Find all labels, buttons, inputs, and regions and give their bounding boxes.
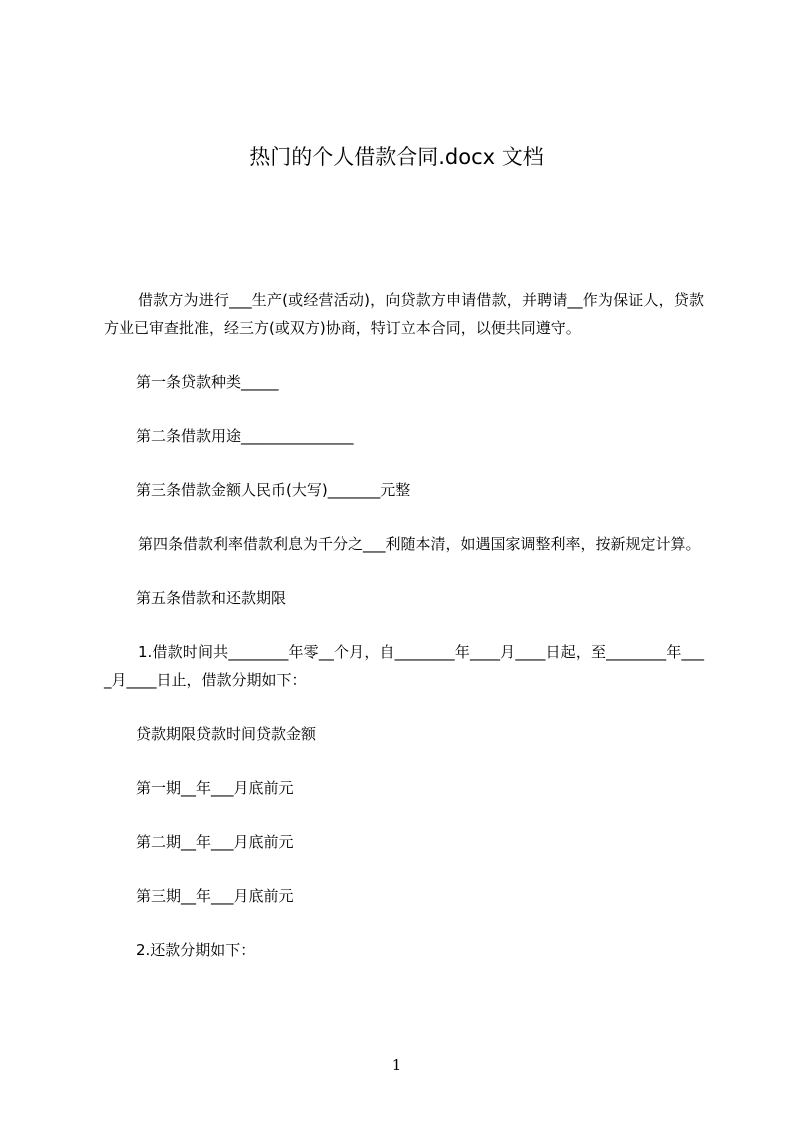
loan-schedule-header: 贷款期限贷款时间贷款金额 xyxy=(136,725,317,743)
document-body xyxy=(104,286,704,990)
loan-schedule-period-1: 第一期__年___月底前元 xyxy=(136,779,294,797)
clause-3-loan-amount: 第三条借款金额人民币(大写)_______元整 xyxy=(136,481,411,499)
clause-2-loan-purpose: 第二条借款用途_______________ xyxy=(136,427,354,445)
document-title: 热门的个人借款合同.docx 文档 xyxy=(249,145,544,169)
preamble-paragraph: 借款方为进行___生产(或经营活动)，向贷款方申请借款，并聘请__作为保证人，贷款方业已审查批准，经三方(或双方)协商，特订立本合同，以便共同遵守。 xyxy=(104,291,704,337)
clause-5-loan-term: 第五条借款和还款期限 xyxy=(136,589,287,607)
loan-schedule-period-3: 第三期__年___月底前元 xyxy=(136,887,294,905)
loan-schedule-period-2: 第二期__年___月底前元 xyxy=(136,833,294,851)
loan-term-item-1: 1.借款时间共________年零__个月，自________年____月____日起，至________年____月____日止，借款分期如下： xyxy=(104,643,704,689)
clause-1-loan-type: 第一条贷款种类_____ xyxy=(136,373,279,391)
repayment-item-2: 2.还款分期如下： xyxy=(136,941,256,959)
page-number: 1 xyxy=(391,1056,402,1074)
clause-4-interest-rate: 第四条借款利率借款利息为千分之___利随本清，如遇国家调整利率，按新规定计算。 xyxy=(138,535,701,553)
